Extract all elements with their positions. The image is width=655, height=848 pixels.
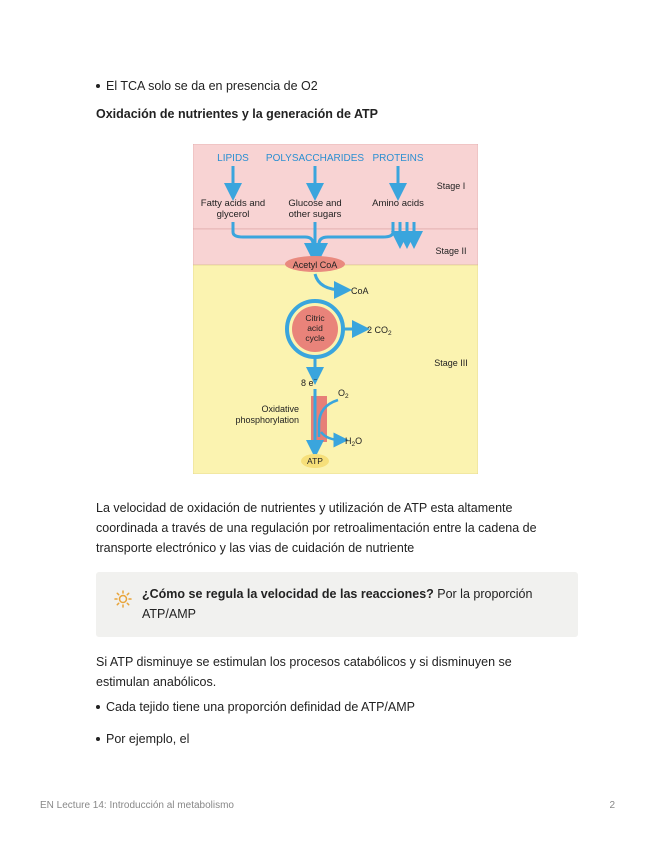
paragraph-line: transporte electrónico y las vias de cuidación de nutriente (96, 541, 415, 555)
cycle-label-1: Citric (305, 313, 325, 323)
paragraph-atp (96, 652, 566, 692)
oxphos-label-1: Oxidative (261, 404, 299, 414)
callout-bold: ¿Cómo se regula la velocidad de las reacciones? (142, 587, 434, 601)
cycle-label-3: cycle (305, 333, 325, 343)
stage-3-label: Stage III (434, 358, 468, 368)
stage-3-band (193, 265, 478, 474)
metabolism-diagram (193, 144, 478, 474)
paragraph-line: coordinada a través de una regulación por retroalimentación entre la cadena de (96, 521, 537, 535)
paragraph-line: estimulan anabólicos. (96, 675, 217, 689)
atp-label: ATP (307, 456, 323, 466)
stage-1-label: Stage I (436, 181, 466, 191)
amino-acids-label: Amino acids (372, 198, 424, 209)
callout-rest: Por la proporción (433, 587, 533, 601)
list-item: Por ejemplo, el (106, 732, 190, 746)
callout-text (142, 584, 562, 624)
other-sugars-label: other sugars (288, 209, 342, 220)
paragraph-line: La velocidad de oxidación de nutrientes y utilización de ATP esta altamente (96, 501, 513, 515)
lipids-label: LIPIDS (217, 153, 249, 164)
sun-icon (114, 590, 132, 608)
o2-label: $O_2$ (338, 388, 349, 400)
glucose-label: Glucose and (288, 198, 342, 209)
callout-box (96, 572, 578, 637)
list-item: Cada tejido tiene una proporción definidad de ATP/AMP (106, 700, 415, 714)
callout-line-2: ATP/AMP (142, 607, 196, 621)
stage-2-label: Stage II (435, 246, 467, 256)
co2-label: 2 $CO_2$ (367, 325, 392, 337)
cycle-label-2: acid (307, 323, 323, 333)
paragraph-line: Si ATP disminuye se estimulan los procesos catabólicos y si disminuyen se (96, 655, 512, 669)
callout-line-1 (142, 584, 562, 604)
fatty-acids-label: Fatty acids and (200, 198, 266, 209)
section-heading: Oxidación de nutrientes y la generación de ATP (96, 107, 379, 121)
metabolism-figure (193, 144, 478, 474)
h2o-label: $H_2O$ (345, 436, 363, 448)
coa-label: CoA (351, 286, 369, 296)
proteins-label: PROTEINS (372, 153, 424, 164)
glycerol-label: glycerol (216, 209, 250, 220)
list-item: El TCA solo se da en presencia de O2 (106, 79, 318, 93)
oxphos-label-2: phosphorylation (235, 415, 299, 425)
footer-title: EN Lecture 14: Introducción al metabolismo (40, 800, 234, 811)
acetyl-coa-label: Acetyl CoA (292, 260, 338, 270)
page-number: 2 (609, 800, 615, 811)
electrons-label: 8 e− (301, 377, 318, 388)
paragraph-velocity (96, 498, 566, 558)
polysaccharides-label: POLYSACCHARIDES (265, 153, 365, 164)
